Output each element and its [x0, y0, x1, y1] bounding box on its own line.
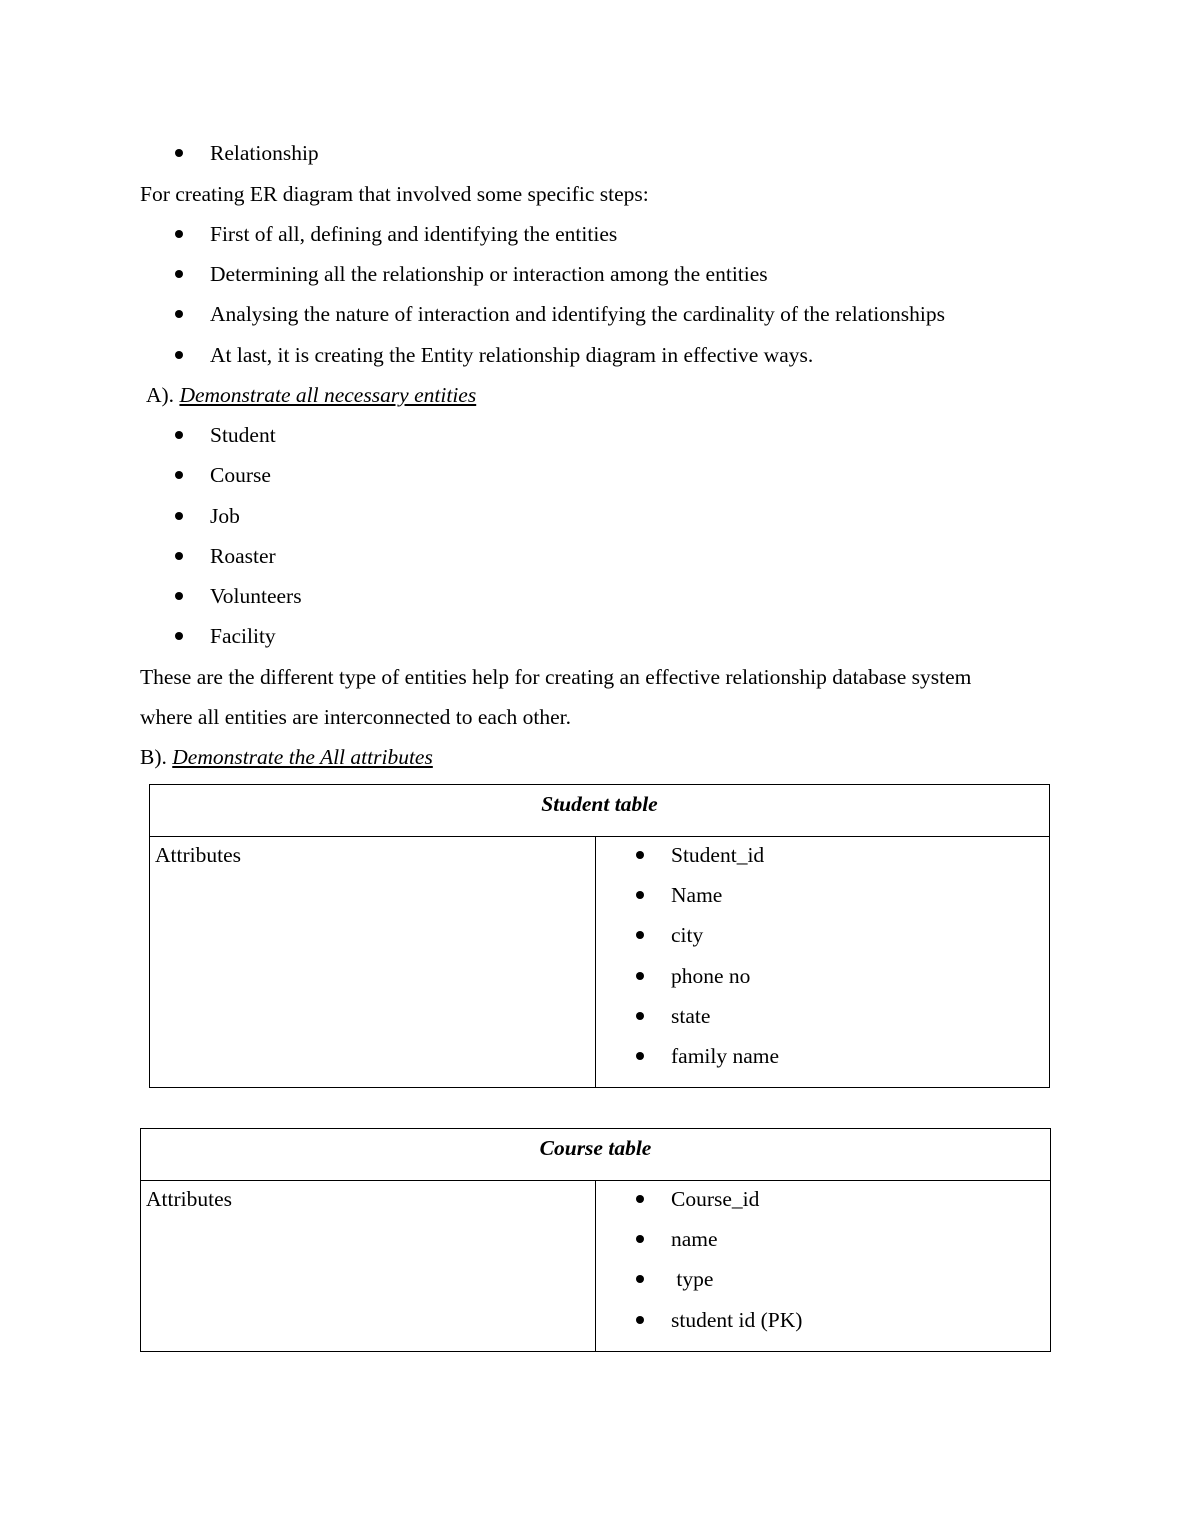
attributes-label: Attributes [146, 1187, 232, 1211]
section-a-prefix: A). [146, 383, 175, 407]
table-divider [595, 836, 596, 1087]
bullet-icon [175, 552, 183, 560]
bullet-icon [175, 431, 183, 439]
bullet-icon [636, 1235, 644, 1243]
attribute-item: state [671, 1004, 711, 1028]
bullet-icon [636, 972, 644, 980]
section-b-title: Demonstrate the All attributes [172, 745, 433, 769]
step-item: At last, it is creating the Entity relationship diagram in effective ways. [210, 343, 814, 367]
bullet-icon [175, 632, 183, 640]
attribute-item: Course_id [671, 1187, 760, 1211]
course-table [140, 1128, 1051, 1352]
step-item: Analysing the nature of interaction and identifying the cardinality of the relationships [210, 302, 945, 326]
bullet-icon [636, 1275, 644, 1283]
attribute-item: type [671, 1267, 714, 1291]
section-b-heading [140, 747, 433, 769]
entity-item: Student [210, 423, 276, 447]
bullet-icon [636, 1195, 644, 1203]
section-a-heading [146, 385, 476, 407]
bullet-icon [175, 512, 183, 520]
step-item: Determining all the relationship or interaction among the entities [210, 262, 768, 286]
attribute-item: name [671, 1227, 718, 1251]
bullet-icon [636, 851, 644, 859]
bullet-icon [175, 149, 183, 157]
section-b-prefix: B). [140, 745, 167, 769]
entity-item: Facility [210, 624, 276, 648]
bullet-icon [175, 310, 183, 318]
entities-summary-line-2: where all entities are interconnected to each other. [140, 705, 571, 729]
student-table-title: Student table [150, 785, 1049, 837]
bullet-icon [175, 471, 183, 479]
attribute-item: Name [671, 883, 723, 907]
section-a-title: Demonstrate all necessary entities [179, 383, 477, 407]
entity-item: Job [210, 504, 240, 528]
bullet-icon [175, 270, 183, 278]
step-item: First of all, defining and identifying the entities [210, 222, 618, 246]
bullet-icon [636, 1012, 644, 1020]
attribute-item: family name [671, 1044, 780, 1068]
attribute-item: city [671, 923, 704, 947]
table-divider [595, 1180, 596, 1351]
attribute-item: Student_id [671, 843, 765, 867]
attribute-item: student id (PK) [671, 1308, 803, 1332]
entity-item: Roaster [210, 544, 276, 568]
bullet-icon [636, 1052, 644, 1060]
entities-summary-line-1: These are the different type of entities help for creating an effective relationship database system [140, 665, 972, 689]
entity-item: Volunteers [210, 584, 302, 608]
bullet-icon [175, 230, 183, 238]
steps-intro: For creating ER diagram that involved some specific steps: [140, 182, 649, 206]
bullet-icon [175, 592, 183, 600]
bullet-icon [636, 1316, 644, 1324]
student-table [149, 784, 1050, 1088]
list-item: Relationship [210, 141, 319, 165]
attribute-item: phone no [671, 964, 751, 988]
bullet-icon [636, 931, 644, 939]
bullet-icon [175, 351, 183, 359]
attributes-label: Attributes [155, 843, 241, 867]
bullet-icon [636, 891, 644, 899]
entity-item: Course [210, 463, 271, 487]
course-table-title: Course table [141, 1129, 1050, 1181]
